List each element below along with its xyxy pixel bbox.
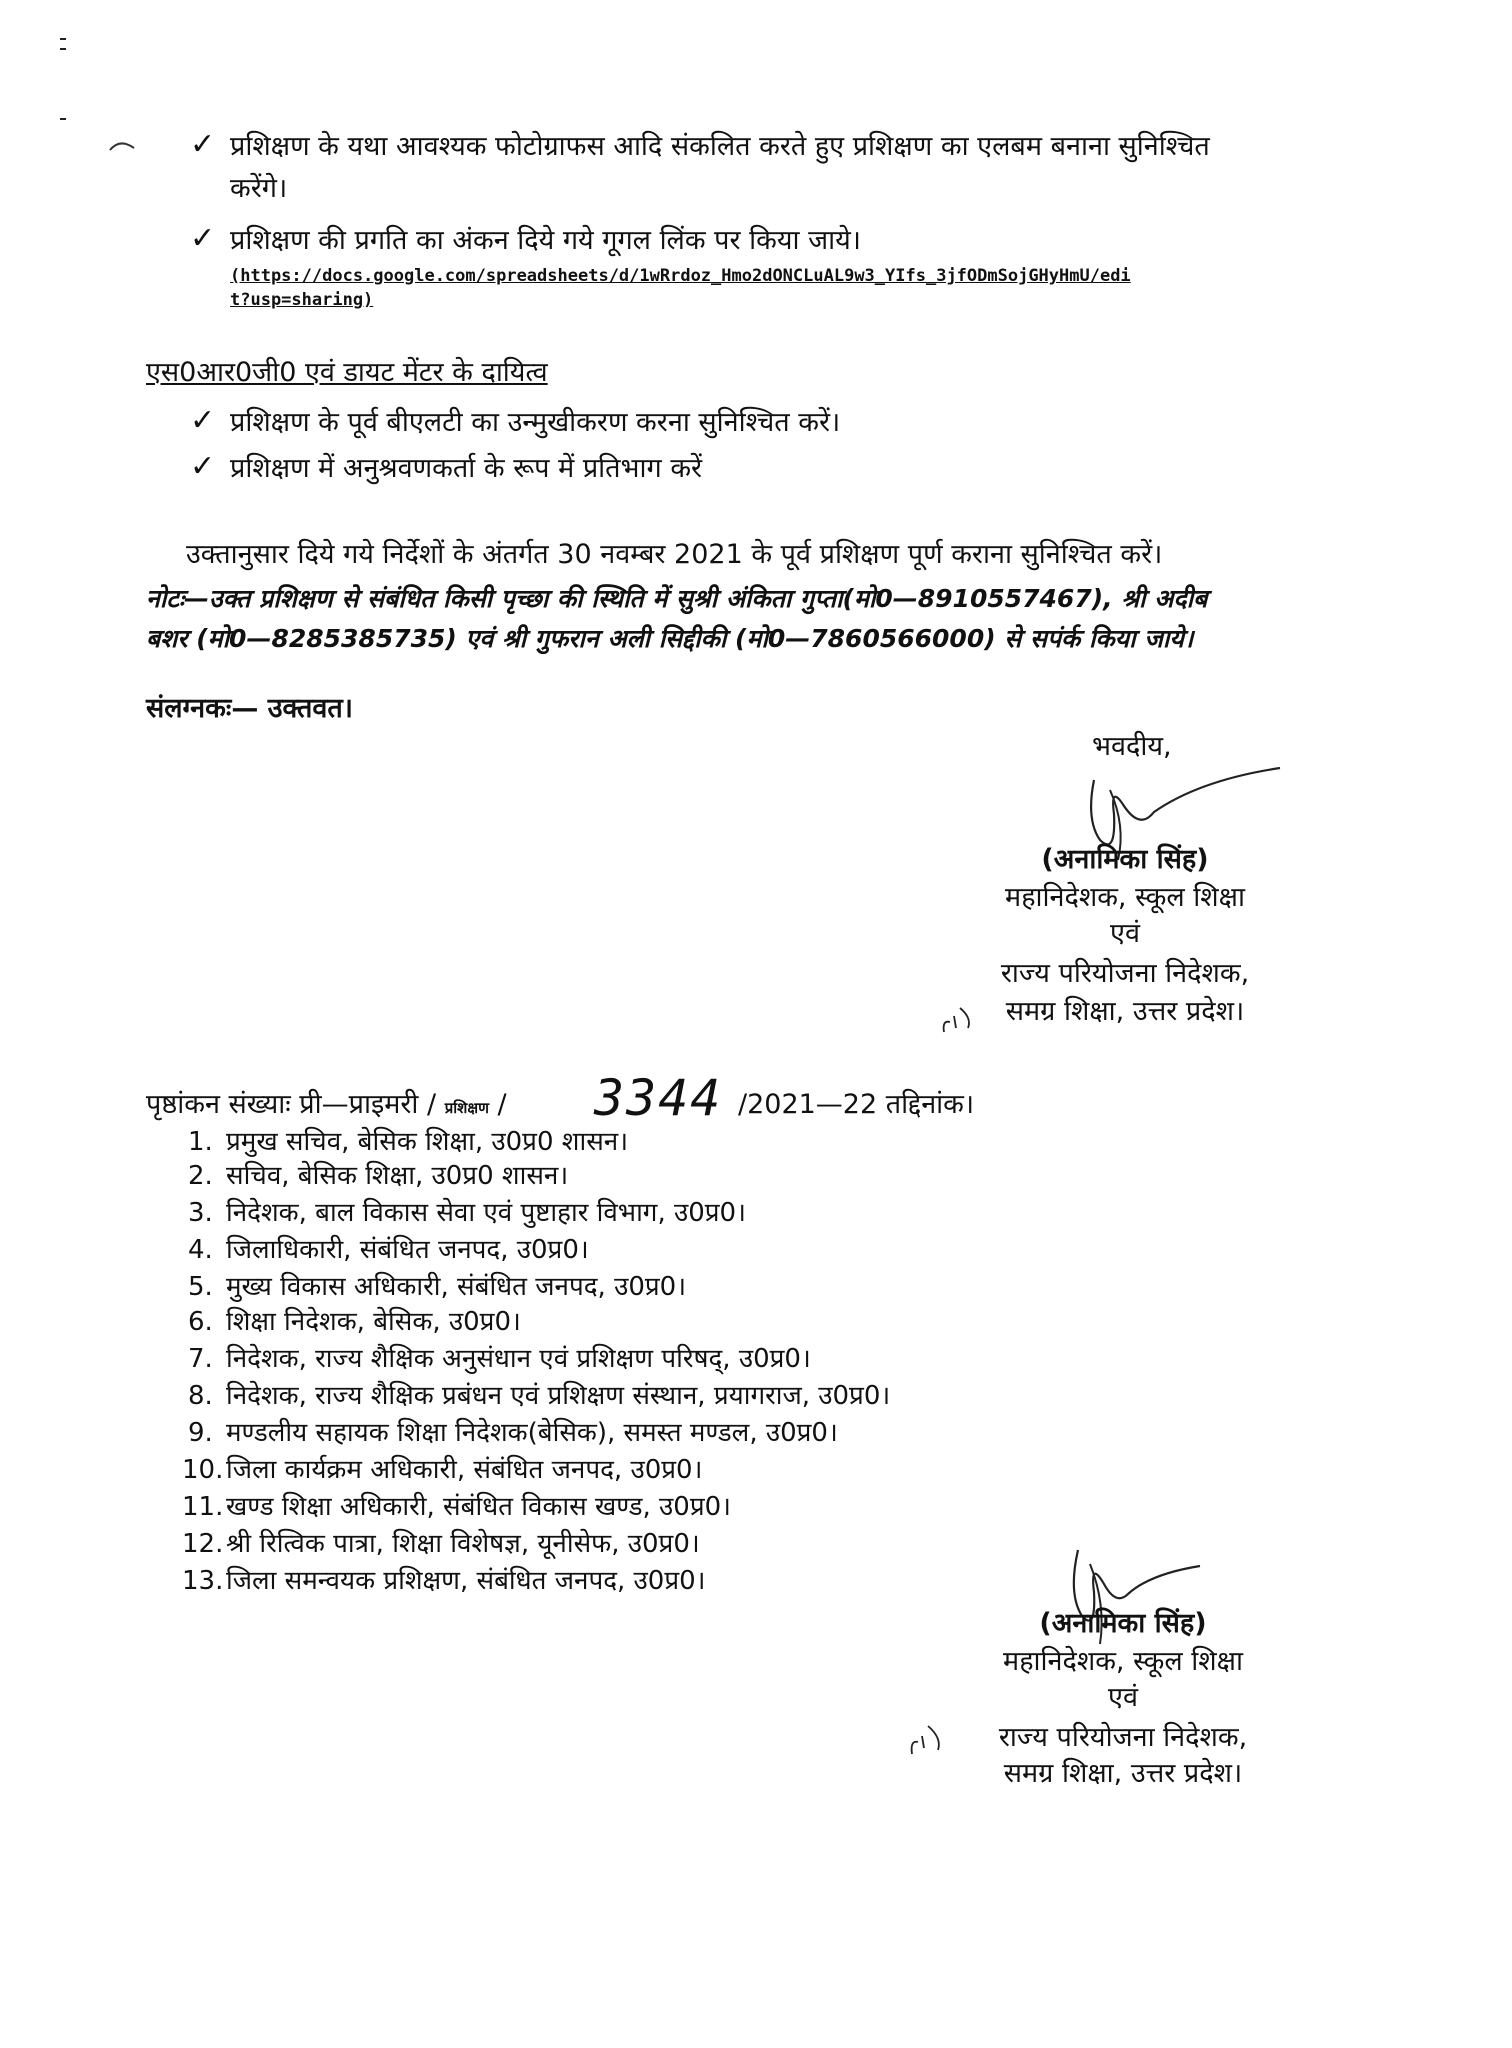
signatory-name: (अनामिका सिंह) xyxy=(1039,1608,1207,1639)
endorsement-sub: प्रशिक्षण xyxy=(444,1099,489,1117)
list-item: 3. निदेशक, बाल विकास सेवा एवं पुष्टाहार विभाग, उ0प्र0। xyxy=(188,1198,746,1228)
checkmark-icon: ✓ xyxy=(190,127,216,162)
checkmark-icon: ✓ xyxy=(190,449,216,484)
scan-speck xyxy=(60,38,66,40)
signatory-title: एवं xyxy=(1110,918,1140,949)
list-item: 10. जिला कार्यक्रम अधिकारी, संबंधित जनपद, उ0प्र0। xyxy=(182,1455,703,1485)
list-item: 7. निदेशक, राज्य शैक्षिक अनुसंधान एवं प्रशिक्षण परिषद्, उ0प्र0। xyxy=(188,1344,811,1374)
list-item: 5. मुख्य विकास अधिकारी, संबंधित जनपद, उ0प्र0। xyxy=(188,1272,687,1302)
checkmark-icon: ✓ xyxy=(190,221,216,256)
list-item: 13. जिला समन्वयक प्रशिक्षण, संबंधित जनपद, उ0प्र0। xyxy=(182,1566,706,1596)
section-heading: एस0आर0जी0 एवं डायट मेंटर के दायित्व xyxy=(146,357,548,388)
note-text: नोटः—उक्त प्रशिक्षण से संबंधित किसी पृच्छा की स्थिति में सुश्री अंकिता गुप्ता(मो0—8910557467), श्री अदीब xyxy=(146,584,1208,613)
endorsement-line xyxy=(146,1088,507,1125)
google-sheet-link[interactable]: (https://docs.google.com/spreadsheets/d/1wRrdoz_Hmo2dONCLuAL9w3_YIfs_3jfODmSojGHyHmU/edi xyxy=(230,266,1131,286)
note-text-continued: बशर (मो0—8285385735) एवं श्री गुफरान अली सिद्दीकी (मो0—7860566000) से सपंर्क किया जाये। xyxy=(146,624,1194,653)
signatory-title: महानिदेशक, स्कूल शिक्षा xyxy=(1005,882,1245,913)
bullet-text-continued: करेंगे। xyxy=(230,173,288,204)
endorsement-prefix: पृष्ठांकन संख्याः प्री—प्राइमरी / xyxy=(146,1089,437,1120)
signatory-title: समग्र शिक्षा, उत्तर प्रदेश। xyxy=(1003,1758,1243,1789)
endorsement-slash: / xyxy=(497,1089,507,1120)
list-item: 4. जिलाधिकारी, संबंधित जनपद, उ0प्र0। xyxy=(188,1235,589,1265)
signatory-title: महानिदेशक, स्कूल शिक्षा xyxy=(1003,1646,1243,1677)
endorsement-suffix: /2021—22 तद्दिनांक। xyxy=(738,1089,975,1120)
signatory-title: राज्य परियोजना निदेशक, xyxy=(1000,958,1250,989)
google-sheet-link-continued[interactable]: t?usp=sharing) xyxy=(230,290,374,310)
list-item: 6. शिक्षा निदेशक, बेसिक, उ0प्र0। xyxy=(188,1307,521,1337)
scan-speck xyxy=(60,118,66,120)
list-item: 11. खण्ड शिक्षा अधिकारी, संबंधित विकास खण्ड, उ0प्र0। xyxy=(182,1492,732,1522)
bullet-text: प्रशिक्षण के यथा आवश्यक फोटोग्राफस आदि संकलित करते हुए प्रशिक्षण का एलबम बनाना सुनिश्चित xyxy=(230,131,1210,162)
bullet-text: प्रशिक्षण के पूर्व बीएलटी का उन्मुखीकरण करना सुनिश्चित करें। xyxy=(230,407,841,438)
handwritten-number: 3344 xyxy=(594,1069,723,1127)
closing-text: भवदीय, xyxy=(1092,731,1172,762)
list-item: 12. श्री रित्विक पात्रा, शिक्षा विशेषज्ञ, यूनीसेफ, उ0प्र0। xyxy=(182,1529,700,1559)
signatory-title: राज्य परियोजना निदेशक, xyxy=(998,1722,1248,1753)
list-item: 8. निदेशक, राज्य शैक्षिक प्रबंधन एवं प्रशिक्षण संस्थान, प्रयागराज, उ0प्र0। xyxy=(188,1381,891,1411)
bullet-text: प्रशिक्षण में अनुश्रवणकर्ता के रूप में प्रतिभाग करें xyxy=(230,453,703,484)
scan-mark-icon xyxy=(108,136,138,156)
instruction-text: उक्तानुसार दिये गये निर्देशों के अंतर्गत 30 नवम्बर 2021 के पूर्व प्रशिक्षण पूर्ण कराना सुनिश्चित करें। xyxy=(186,539,1163,570)
scan-speck xyxy=(60,48,66,50)
signatory-title: एवं xyxy=(1108,1682,1138,1713)
list-item: 1. प्रमुख सचिव, बेसिक शिक्षा, उ0प्र0 शासन। xyxy=(188,1127,629,1157)
checkmark-icon: ✓ xyxy=(190,403,216,438)
list-item: 2. सचिव, बेसिक शिक्षा, उ0प्र0 शासन। xyxy=(188,1161,569,1191)
initials-mark xyxy=(938,998,984,1038)
list-item: 9. मण्डलीय सहायक शिक्षा निदेशक(बेसिक), समस्त मण्डल, उ0प्र0। xyxy=(188,1418,838,1448)
signatory-name: (अनामिका सिंह) xyxy=(1041,844,1209,875)
initials-mark xyxy=(906,1716,956,1760)
enclosure-text: संलग्नकः— उक्तवत। xyxy=(146,693,354,724)
signatory-title: समग्र शिक्षा, उत्तर प्रदेश। xyxy=(1005,996,1245,1027)
bullet-text: प्रशिक्षण की प्रगति का अंकन दिये गये गूगल लिंक पर किया जाये। xyxy=(230,225,862,256)
